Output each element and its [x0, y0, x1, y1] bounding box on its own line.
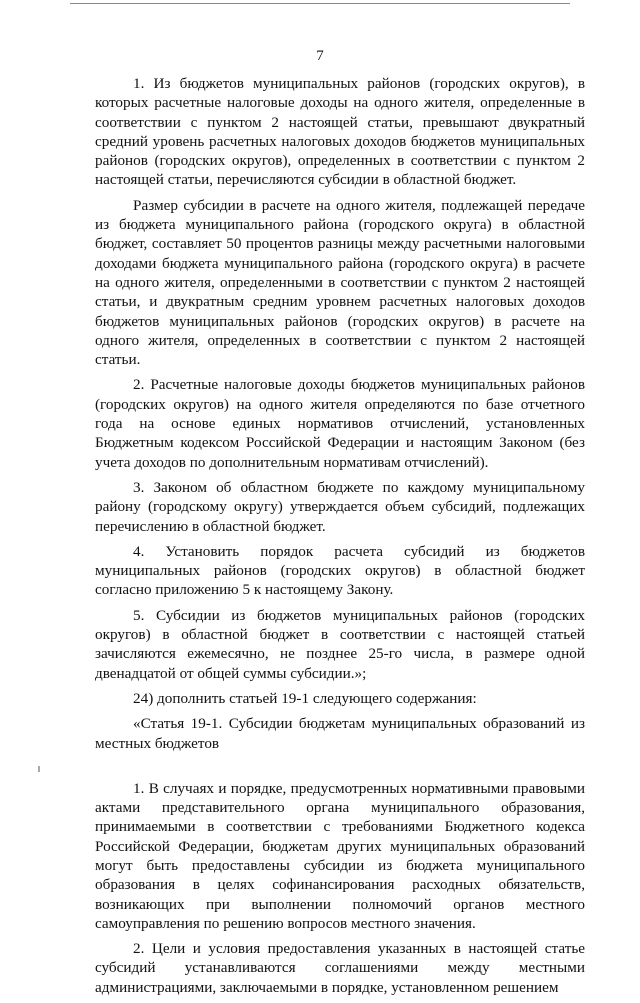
paragraph: 1. Из бюджетов муниципальных районов (городских округов), в которых расчетные налоговые доходы на одного жителя, определенные в соответствии с пунктом 2 настоящей статьи, превышают двукратный средний уровень расчетных налоговых доходов бюджетов муниципальных районов (городских округов), определенных в соответствии с пунктом 2 настоящей статьи, перечисляются субсидии в областной бюджет. — [95, 75, 585, 189]
paragraph: 4. Установить порядок расчета субсидий из бюджетов муниципальных районов (городских округов) в областной бюджет согласно приложению 5 к настоящему Закону. — [95, 542, 585, 599]
paragraph: 2. Цели и условия предоставления указанных в настоящей статье субсидий устанавливаются соглашениями между местными администрациями, заключаемыми в порядке, установленном решением — [95, 940, 585, 996]
top-rule — [70, 3, 570, 4]
margin-mark — [38, 766, 40, 772]
paragraph: 24) дополнить статьей 19-1 следующего содержания: — [133, 689, 477, 707]
document-body — [95, 74, 585, 1003]
paragraph: 3. Законом об областном бюджете по каждому муниципальному району (городскому округу) утверждается объем субсидий, подлежащих перечислению в областной бюджет. — [95, 478, 585, 535]
section-gap — [95, 753, 585, 779]
paragraph: 1. В случаях и порядке, предусмотренных нормативными правовыми актами представительного органа муниципального образования, принимаемыми в соответствии с требованиями Бюджетного кодекса Российской Федерации, бюджетам других муниципальных образований могут быть предоставлены субсидии из бюджета муниципального образования в целях софинансирования расходных обязательств, возникающих при выполнении полномочий органов местного самоуправления по решению вопросов местного значения. — [95, 779, 585, 932]
paragraph: 5. Субсидии из бюджетов муниципальных районов (городских округов) в областной бюджет в соответствии с настоящей статьей зачисляются ежемесячно, не позднее 25-го числа, в размере одной двенадцатой от общей суммы субсидии.»; — [95, 606, 585, 682]
paragraph: 2. Расчетные налоговые доходы бюджетов муниципальных районов (городских округов) на одного жителя определяются по базе отчетного года на основе единых нормативов отчислений, установленных Бюджетным кодексом Российской Федерации и настоящим Законом (без учета доходов по дополнительным нормативам отчислений). — [95, 376, 585, 471]
article-heading: «Статья 19-1. Субсидии бюджетам муниципальных образований из местных бюджетов — [95, 715, 585, 752]
paragraph: Размер субсидии в расчете на одного жителя, подлежащей передаче из бюджета муниципального района (городского округа) в областной бюджет, составляет 50 процентов разницы между расчетными налоговыми доходами бюджета муниципального района (городского округа) в расчете на одного жителя, определенными в соответствии с пунктом 2 настоящей статьи, и двукратным средним уровнем расчетных налоговых доходов бюджетов муниципальных районов (городских округов) в расчете на одного жителя, определенных в соответствии с пунктом 2 настоящей статьи. — [95, 196, 585, 369]
page-number: 7 — [316, 48, 324, 64]
